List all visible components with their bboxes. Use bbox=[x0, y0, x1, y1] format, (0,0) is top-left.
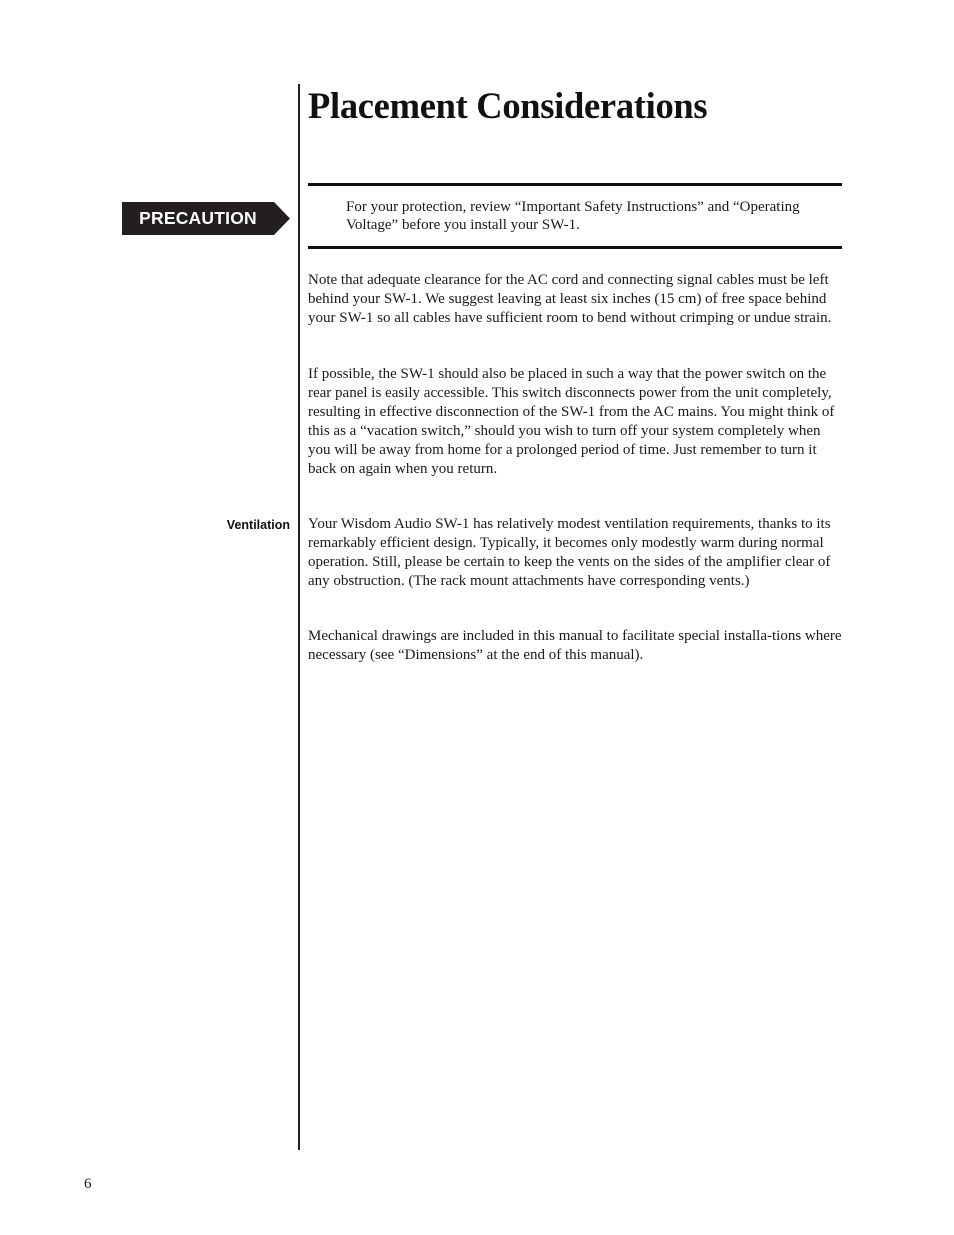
page-number: 6 bbox=[84, 1176, 92, 1192]
precaution-tag bbox=[122, 202, 290, 235]
page-title: Placement Considerations bbox=[308, 85, 708, 126]
precaution-rule-top bbox=[308, 183, 842, 186]
power-switch-paragraph: If possible, the SW-1 should also be placed in such a way that the power switch on the rear panel is easily accessible. This switch disconnects power from the unit completely, resulting in effective disconnection of the SW-1 from the AC mains. You might think of this as a “vacation switch,” should you wish to turn off your system completely when you will be away from home for a prolonged period of time. Just remember to turn it back on again when you return. bbox=[308, 366, 835, 477]
precaution-rule-bottom bbox=[308, 246, 842, 249]
clearance-paragraph: Note that adequate clearance for the AC cord and connecting signal cables must be left behind your SW-1. We suggest leaving at least six inches (15 cm) of free space behind your SW-1 so all cables have sufficient room to bend without crimping or undue strain. bbox=[308, 272, 832, 326]
precaution-label: PRECAUTION bbox=[139, 208, 257, 228]
precaution-text: For your protection, review “Important Safety Instructions” and “Operating Voltage” before you install your SW-1. bbox=[346, 199, 800, 234]
vertical-divider bbox=[298, 84, 300, 1150]
ventilation-paragraph: Your Wisdom Audio SW-1 has relatively modest ventilation requirements, thanks to its remarkably efficient design. Typically, it becomes only modestly warm during normal operation. Still, please be certain to keep the vents on the sides of the amplifier clear of any obstruction. (The rack mount attachments have corresponding vents.) bbox=[308, 516, 831, 589]
ventilation-label: Ventilation bbox=[226, 518, 290, 532]
drawings-paragraph: Mechanical drawings are included in this manual to facilitate special installa-tions where necessary (see “Dimensions” at the end of this manual). bbox=[308, 628, 842, 663]
